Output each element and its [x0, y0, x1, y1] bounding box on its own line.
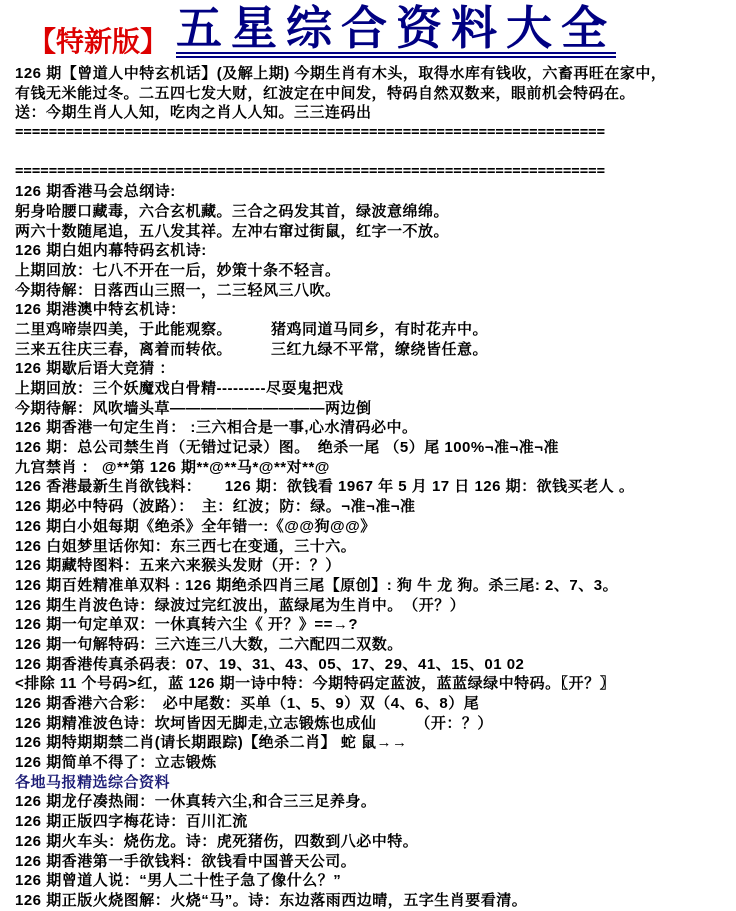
text-line: 126 期正版四字梅花诗：百川汇流	[15, 813, 248, 831]
text-line: 九宫禁肖 ： @**第 126 期**@**马*@**对**@	[15, 458, 330, 476]
page-title[interactable]: 五星综合资料大全	[176, 6, 616, 58]
text-line: 126 期藏特图料：五来六来猴头发财（开：？）	[15, 557, 341, 575]
text-line: 两六十数随尾追，五八发其祥。左冲右窜过街鼠，红字一不放。	[15, 222, 450, 240]
text-line: 126 期香港六合彩： 必中尾数：买单（1、5、9）双（4、6、8）尾	[15, 695, 480, 712]
text-line: 126 期港澳中特玄机诗：	[15, 301, 186, 319]
text-line: 126 期：总公司禁生肖（无错过记录）图。 绝杀一尾 （5）尾 100%¬准¬准¬准	[15, 439, 560, 457]
text-line: <排除 11 个号码>红，蓝 126 期一诗中特：今期特码定蓝波，蓝蓝绿绿中特码。〖开？〗	[15, 675, 616, 693]
text-line: 126 期精准波色诗：坎坷皆因无脚走,立志锻炼也成仙 （开：？）	[15, 714, 493, 732]
text-line: 上期回放：三个妖魔戏白骨精---------尽耍鬼把戏	[15, 380, 344, 397]
text-line: 126 期龙仔凑热闹：一休真转六尘,和合三三足养身。	[15, 793, 377, 811]
content	[0, 58, 736, 911]
text-line: 126 期歇后语大竞猜 ：	[15, 360, 175, 378]
text-line: 126 期白姐内幕特码玄机诗:	[15, 242, 207, 260]
text-line: 126 期香港第一手欲钱料：欲钱看中国普天公司。	[15, 852, 357, 870]
text-line: 126 期一句解特码：三六连三八大数，二六配四二双数。	[15, 635, 403, 653]
text-line: 送：今期生肖人人知，吃肉之肖人人知。三三连码出	[15, 104, 372, 122]
text-line: 126 期百姓精准单双料 : 126 期绝杀四肖三尾【原创】: 狗 牛 龙 狗。杀三尾: 2、7、3。	[15, 576, 619, 594]
text-line: 126 期曾道人说：“男人二十性子急了像什么？”	[15, 872, 342, 890]
text-line: 二里鸡啼崇四美，于此能观察。 猪鸡同道马同乡，有时花卉中。	[15, 320, 489, 338]
blank-line	[15, 143, 736, 163]
text-line: 躬身哈腰口藏毒，六合玄机藏。三合之码发其首，绿波意绵绵。	[15, 202, 450, 220]
text-line: 126 白姐梦里话你知：东三西七在变通，三十六。	[15, 537, 357, 555]
text-line: 126 期火车头：烧伤龙。诗：虎死猪伤，四数到八必中特。	[15, 832, 419, 850]
text-line: 126 期白小姐每期《绝杀》全年错一:《@@狗@@》	[15, 517, 376, 535]
text-line: 126 期生肖波色诗：绿波过完红波出，蓝绿尾为生肖中。 （开？）	[15, 596, 466, 614]
text-line: 上期回放：七八不开在一后，妙策十条不轻言。	[15, 261, 341, 279]
text-line: 126 期【曾道人中特玄机话】(及解上期) 今期生肖有木头，取得水库有钱收，六畜再旺在家中，	[15, 65, 667, 82]
text-line: 126 期香港传真杀码表：07、19、31、43、05、17、29、41、15、01 02	[15, 655, 525, 673]
text-line: 126 期香港一句定生肖： :三六相合是一事,心水清码必中。	[15, 419, 418, 437]
text-line: 三来五往庆三春，离着而转依。 三红九绿不平常，缭绕皆任意。	[15, 340, 489, 358]
text-line: 126 期香港马会总纲诗:	[15, 183, 176, 201]
text-line: 126 期正版火烧图解：火烧“马”。诗：东边落雨西边晴，五字生肖要看清。	[15, 891, 528, 909]
text-line: 126 期一句定单双：一休真转六尘《 开？》==→?	[15, 616, 359, 634]
header	[0, 0, 736, 58]
text-line: 126 期特期期禁二肖(请长期跟踪)【绝杀二肖】 蛇 鼠→→	[15, 734, 408, 752]
divider-line: ======================================================================	[15, 124, 606, 141]
text-line: 126 香港最新生肖欲钱料： 126 期：欲钱看 1967 年 5 月 17 日 126 期：欲钱买老人 。	[15, 478, 635, 496]
text-line: 今期待解：日落西山三照一，二三轻风三八吹。	[15, 281, 341, 299]
text-line: 有钱无米能过冬。二五四七发大财，红波定在中间发，特码自然双数来，眼前机会特码在。	[15, 84, 636, 102]
text-line: 今期待解：风吹墙头草——————————两边倒	[15, 399, 372, 417]
edition-tag: 【特新版】	[28, 26, 169, 58]
text-line: 各地马报精选综合资料	[15, 773, 171, 791]
text-line: 126 期简单不得了：立志锻炼	[15, 754, 217, 772]
divider-line: ======================================================================	[15, 163, 606, 180]
text-line: 126 期必中特码（波路）： 主：红波；防：绿。¬准¬准¬准	[15, 498, 416, 516]
